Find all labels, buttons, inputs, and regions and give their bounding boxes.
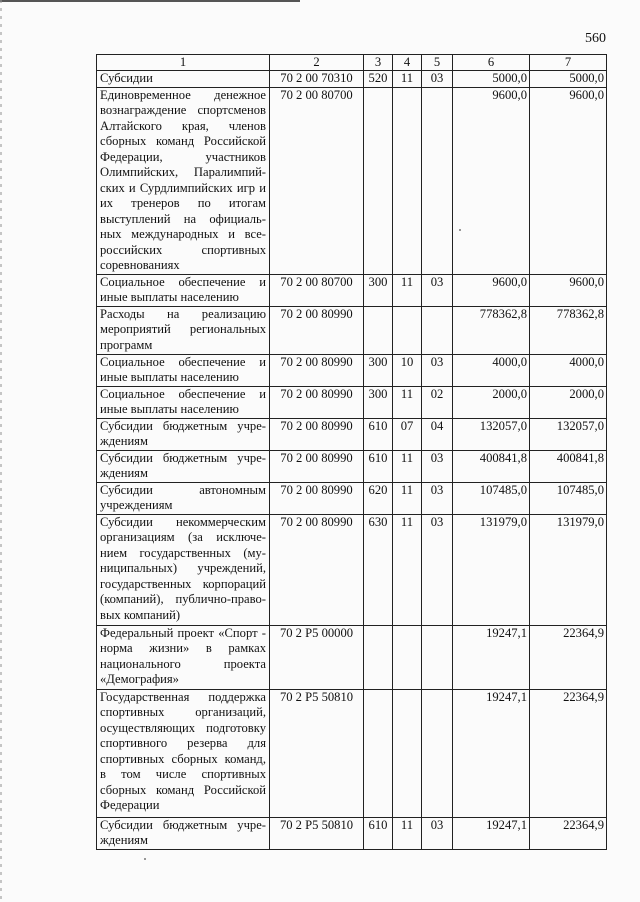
table-row [97, 817, 607, 849]
row-name: Государственная поддержка спортивных организаций, осуществляющих подготовку спортивного резерва для спортивных сборных команд, в том числе спортивных сборных команд Российской Федерации [97, 689, 270, 817]
scan-speck [459, 229, 461, 231]
row-value-2: 5000,0 [530, 71, 607, 88]
column-header: 5 [422, 55, 453, 71]
row-col5: 03 [422, 482, 453, 514]
row-code: 70 2 00 80700 [270, 87, 364, 274]
table-row [97, 689, 607, 817]
row-col3: 300 [364, 354, 393, 386]
row-value-2: 22364,9 [530, 689, 607, 817]
row-name: Социальное обеспечение и иные выплаты населению [97, 386, 270, 418]
row-value-2: 132057,0 [530, 418, 607, 450]
row-value-1: 107485,0 [453, 482, 530, 514]
row-name: Единовременное денежное вознаграждение спортсменов Алтайского края, членов сборных команд Российской Федерации, участников Олимпийских, Паралимпий-ских и Сурдлимпийских игр и их тренеров по итогам выступлений на официаль-ных международных и все-российских спортивных соревнованиях [97, 87, 270, 274]
row-value-1: 400841,8 [453, 450, 530, 482]
row-col4: 11 [393, 71, 422, 88]
row-value-1: 132057,0 [453, 418, 530, 450]
table-row [97, 71, 607, 88]
row-code: 70 2 00 80990 [270, 514, 364, 625]
column-header: 6 [453, 55, 530, 71]
row-col5: 04 [422, 418, 453, 450]
row-col3: 520 [364, 71, 393, 88]
row-value-1: 2000,0 [453, 386, 530, 418]
row-value-1: 5000,0 [453, 71, 530, 88]
table-row [97, 450, 607, 482]
row-col4 [393, 689, 422, 817]
row-col3: 300 [364, 386, 393, 418]
row-value-2: 131979,0 [530, 514, 607, 625]
row-col3: 620 [364, 482, 393, 514]
row-name: Субсидии бюджетным учре-ждениям [97, 450, 270, 482]
header-row [97, 55, 607, 71]
column-header: 4 [393, 55, 422, 71]
table-row [97, 87, 607, 274]
table-row [97, 625, 607, 689]
row-col3 [364, 689, 393, 817]
row-col4: 11 [393, 274, 422, 306]
row-col5: 03 [422, 71, 453, 88]
row-col3: 610 [364, 418, 393, 450]
row-name: Социальное обеспечение и иные выплаты населению [97, 274, 270, 306]
scan-edge-left [0, 0, 2, 902]
row-col5: 03 [422, 354, 453, 386]
row-name: Субсидии некоммерческим организациям (за исключе-нием государственных (му-ниципальных) учреждений, государственных корпораций (компаний), публично-право-вых компаний) [97, 514, 270, 625]
row-name: Субсидии автономным учреждениям [97, 482, 270, 514]
row-col4: 07 [393, 418, 422, 450]
table-body [97, 55, 607, 850]
row-name: Федеральный проект «Спорт - норма жизни» в рамках национального проекта «Демография» [97, 625, 270, 689]
row-name: Субсидии [97, 71, 270, 88]
column-header: 2 [270, 55, 364, 71]
row-name: Субсидии бюджетным учре-ждениям [97, 418, 270, 450]
scan-edge-top [0, 0, 300, 2]
row-col3: 610 [364, 817, 393, 849]
row-value-1: 19247,1 [453, 625, 530, 689]
table-row [97, 418, 607, 450]
row-value-2: 2000,0 [530, 386, 607, 418]
table-row [97, 386, 607, 418]
row-col5: 03 [422, 514, 453, 625]
page-number: 560 [585, 31, 606, 46]
column-header: 1 [97, 55, 270, 71]
row-code: 70 2 00 80700 [270, 274, 364, 306]
row-code: 70 2 00 80990 [270, 386, 364, 418]
table-row [97, 274, 607, 306]
row-code: 70 2 P5 00000 [270, 625, 364, 689]
budget-table [96, 54, 607, 850]
row-code: 70 2 00 80990 [270, 450, 364, 482]
row-value-2: 4000,0 [530, 354, 607, 386]
row-col5: 03 [422, 274, 453, 306]
row-code: 70 2 P5 50810 [270, 817, 364, 849]
row-value-1: 9600,0 [453, 274, 530, 306]
row-col4 [393, 625, 422, 689]
row-col3: 300 [364, 274, 393, 306]
row-value-2: 400841,8 [530, 450, 607, 482]
row-value-2: 9600,0 [530, 87, 607, 274]
table-row [97, 482, 607, 514]
row-value-1: 131979,0 [453, 514, 530, 625]
row-col4 [393, 87, 422, 274]
row-col5: 02 [422, 386, 453, 418]
table-row [97, 306, 607, 354]
row-code: 70 2 00 80990 [270, 354, 364, 386]
row-value-1: 4000,0 [453, 354, 530, 386]
row-col3 [364, 625, 393, 689]
scan-speck [144, 858, 146, 860]
row-name: Расходы на реализацию мероприятий региональных программ [97, 306, 270, 354]
row-col3 [364, 87, 393, 274]
row-code: 70 2 00 80990 [270, 482, 364, 514]
row-col4: 10 [393, 354, 422, 386]
row-col5 [422, 625, 453, 689]
row-code: 70 2 00 80990 [270, 418, 364, 450]
row-value-2: 778362,8 [530, 306, 607, 354]
row-col5 [422, 306, 453, 354]
row-value-2: 107485,0 [530, 482, 607, 514]
row-code: 70 2 P5 50810 [270, 689, 364, 817]
row-col4: 11 [393, 386, 422, 418]
row-value-1: 9600,0 [453, 87, 530, 274]
row-value-2: 22364,9 [530, 625, 607, 689]
row-value-1: 778362,8 [453, 306, 530, 354]
row-col4: 11 [393, 514, 422, 625]
column-header: 7 [530, 55, 607, 71]
row-col4: 11 [393, 817, 422, 849]
row-name: Субсидии бюджетным учре-ждениям [97, 817, 270, 849]
row-col5 [422, 689, 453, 817]
row-col3 [364, 306, 393, 354]
row-col5: 03 [422, 450, 453, 482]
table-row [97, 514, 607, 625]
row-col4: 11 [393, 482, 422, 514]
row-col4: 11 [393, 450, 422, 482]
row-col5 [422, 87, 453, 274]
row-col4 [393, 306, 422, 354]
table-row [97, 354, 607, 386]
row-value-2: 22364,9 [530, 817, 607, 849]
row-code: 70 2 00 80990 [270, 306, 364, 354]
row-col3: 610 [364, 450, 393, 482]
row-value-2: 9600,0 [530, 274, 607, 306]
row-name: Социальное обеспечение и иные выплаты населению [97, 354, 270, 386]
row-col3: 630 [364, 514, 393, 625]
row-col5: 03 [422, 817, 453, 849]
row-value-1: 19247,1 [453, 817, 530, 849]
column-header: 3 [364, 55, 393, 71]
row-value-1: 19247,1 [453, 689, 530, 817]
row-code: 70 2 00 70310 [270, 71, 364, 88]
